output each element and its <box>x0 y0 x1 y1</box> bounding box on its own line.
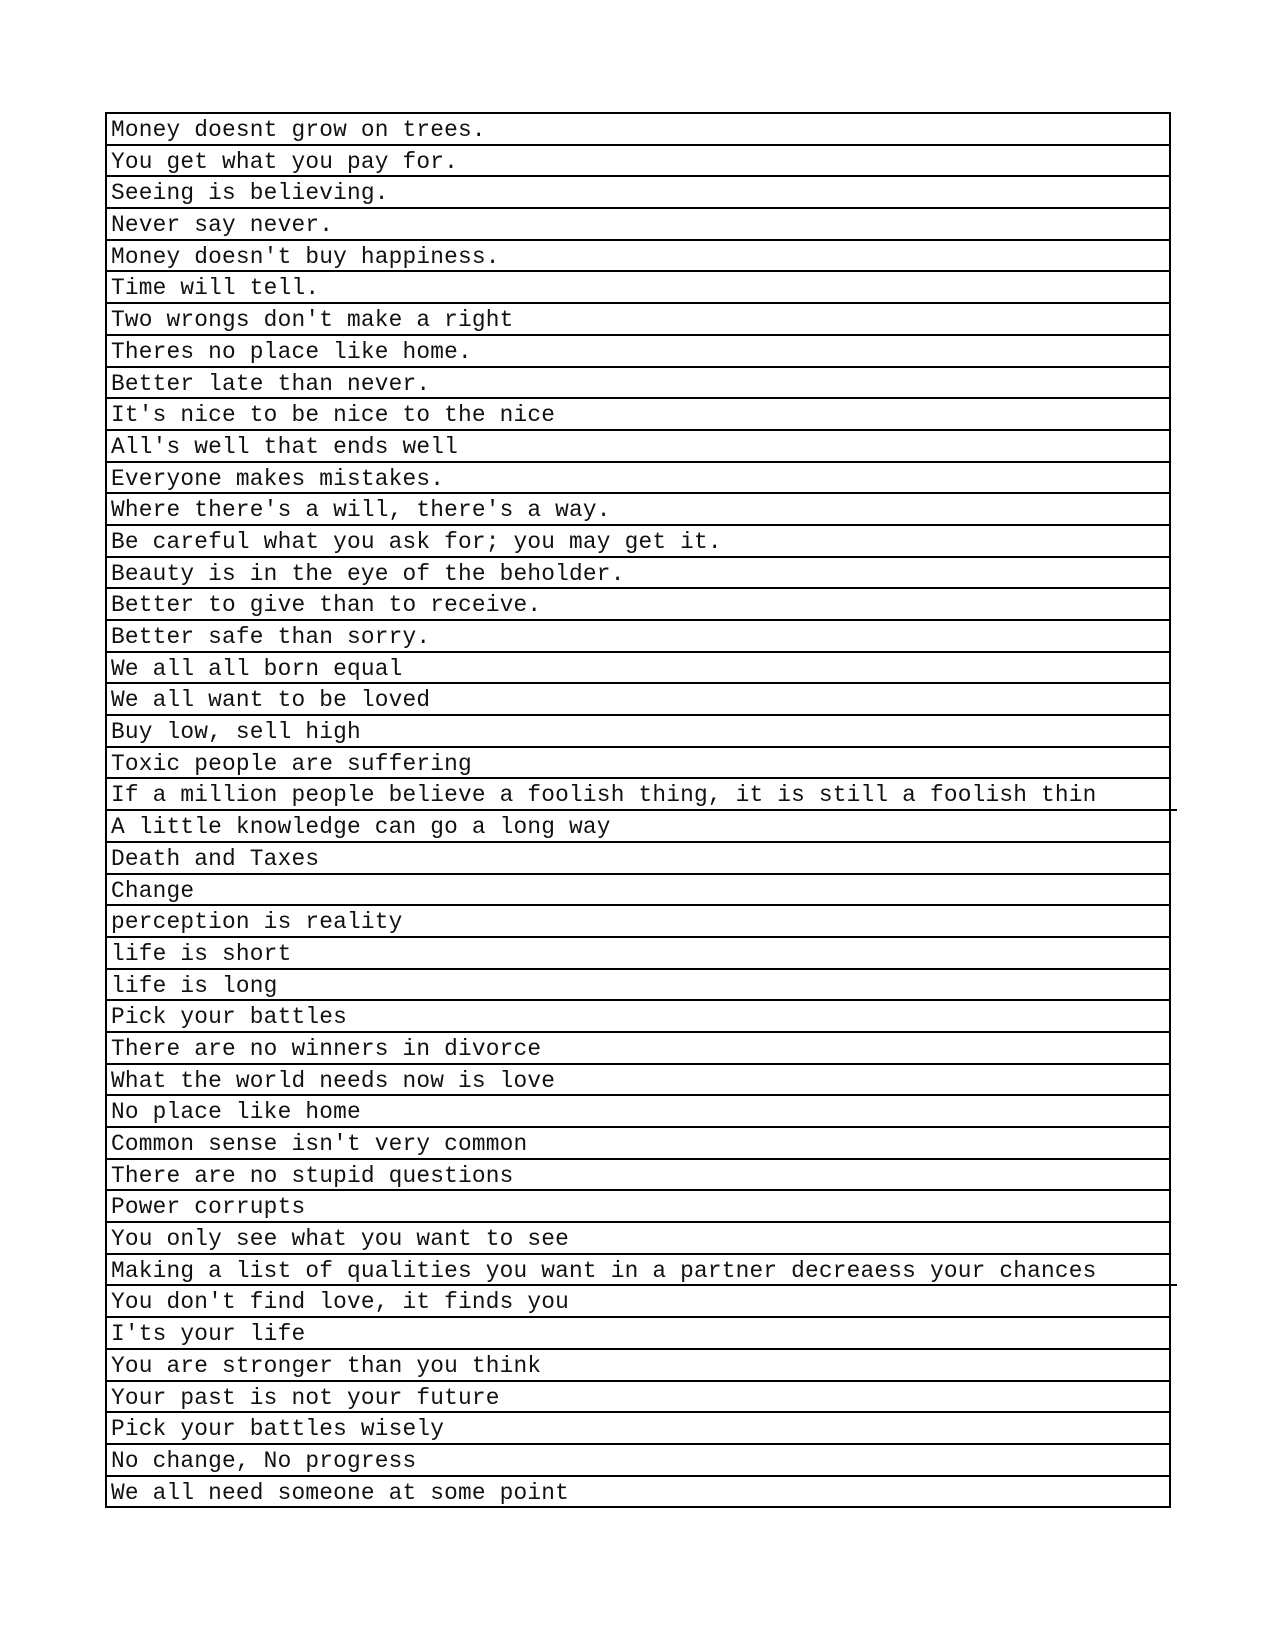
table-row[interactable] <box>107 811 1169 843</box>
cell-text: Money doesnt grow on trees. <box>111 117 486 143</box>
cell-text: Everyone makes mistakes. <box>111 465 445 492</box>
table-row[interactable] <box>107 177 1169 209</box>
cell-text: I'ts your life <box>111 1321 306 1348</box>
cell-text: Toxic people are suffering <box>111 750 472 777</box>
table-row[interactable] <box>107 1413 1169 1445</box>
table-row[interactable] <box>107 906 1169 938</box>
cell-text: All's well that ends well <box>111 433 459 460</box>
table-row[interactable] <box>107 684 1169 716</box>
table-row[interactable] <box>107 272 1169 304</box>
table-row[interactable] <box>107 209 1169 241</box>
cell-text: Power corrupts <box>111 1194 306 1221</box>
cell-text: What the world needs now is love <box>111 1067 556 1094</box>
cell-text: perception is reality <box>111 909 403 936</box>
table-row[interactable] <box>107 1318 1169 1350</box>
cell-text: Beauty is in the eye of the beholder. <box>111 560 625 587</box>
table-row[interactable] <box>107 589 1169 621</box>
cell-text: We all want to be loved <box>111 687 431 714</box>
cell-text: You get what you pay for. <box>111 148 459 175</box>
cell-text: No place like home <box>111 1099 361 1126</box>
cell-text: Money doesn't buy happiness. <box>111 243 500 270</box>
cell-text: You only see what you want to see <box>111 1226 570 1253</box>
cell-text: Pick your battles <box>111 1004 347 1031</box>
table-row[interactable] <box>107 431 1169 463</box>
table-row[interactable] <box>107 621 1169 653</box>
table-row[interactable] <box>107 1223 1169 1255</box>
table-row[interactable] <box>107 526 1169 558</box>
cell-text: Seeing is believing. <box>111 180 389 207</box>
table-row[interactable] <box>107 1128 1169 1160</box>
table-row[interactable] <box>107 1445 1169 1477</box>
cell-text: Better late than never. <box>111 370 431 397</box>
cell-text: Two wrongs don't make a right <box>111 307 514 334</box>
table-row[interactable] <box>107 653 1169 685</box>
table-row[interactable] <box>107 114 1169 146</box>
table-row[interactable] <box>107 1286 1169 1318</box>
cell-text: A little knowledge can go a long way <box>111 814 611 841</box>
table-row[interactable] <box>107 463 1169 495</box>
table-row[interactable] <box>107 241 1169 273</box>
table-row[interactable] <box>107 304 1169 336</box>
table-row[interactable] <box>107 970 1169 1002</box>
table-row-overflow[interactable] <box>107 779 1177 811</box>
cell-text: Making a list of qualities you want in a partner decreaess your chances <box>111 1257 1097 1284</box>
cell-text: Death and Taxes <box>111 845 320 872</box>
table-row[interactable] <box>107 1096 1169 1128</box>
cell-text: Common sense isn't very common <box>111 1131 528 1157</box>
cell-text: Better safe than sorry. <box>111 624 431 650</box>
table-row[interactable] <box>107 399 1169 431</box>
cell-text: Theres no place like home. <box>111 338 472 365</box>
table-row[interactable] <box>107 368 1169 400</box>
cell-text: There are no stupid questions <box>111 1162 514 1189</box>
table-row[interactable] <box>107 1350 1169 1382</box>
cell-text: Pick your battles wisely <box>111 1416 445 1443</box>
table-row[interactable] <box>107 1191 1169 1223</box>
table-row[interactable] <box>107 494 1169 526</box>
cell-text: Buy low, sell high <box>111 719 361 746</box>
table-row[interactable] <box>107 843 1169 875</box>
cell-text: life is short <box>111 940 292 967</box>
table-row-overflow[interactable] <box>107 1255 1177 1287</box>
cell-text: Never say never. <box>111 212 334 239</box>
table-row[interactable] <box>107 146 1169 178</box>
cell-text: You are stronger than you think <box>111 1352 542 1379</box>
cell-text: We all all born equal <box>111 655 403 682</box>
table-row[interactable] <box>107 938 1169 970</box>
cell-text: There are no winners in divorce <box>111 1035 542 1062</box>
cell-text: You don't find love, it finds you <box>111 1289 570 1316</box>
table-row[interactable] <box>107 1001 1169 1033</box>
table-row[interactable] <box>107 1382 1169 1414</box>
table-row[interactable] <box>107 716 1169 748</box>
table-row[interactable] <box>107 558 1169 590</box>
table-row[interactable] <box>107 748 1169 780</box>
cell-text: Where there's a will, there's a way. <box>111 497 611 524</box>
table-row[interactable] <box>107 1477 1169 1509</box>
cell-text: No change, No progress <box>111 1447 417 1474</box>
spreadsheet-column <box>105 112 1171 1508</box>
cell-text: We all need someone at some point <box>111 1479 570 1506</box>
table-row[interactable] <box>107 1065 1169 1097</box>
cell-text: Change <box>111 877 195 904</box>
cell-text: Better to give than to receive. <box>111 592 542 619</box>
table-row[interactable] <box>107 336 1169 368</box>
cell-text: It's nice to be nice to the nice <box>111 402 556 429</box>
cell-text: life is long <box>111 972 278 999</box>
cell-text: Be careful what you ask for; you may get it. <box>111 528 722 555</box>
table-row[interactable] <box>107 1033 1169 1065</box>
cell-text: Time will tell. <box>111 275 320 302</box>
table-row[interactable] <box>107 1160 1169 1192</box>
cell-text: If a million people believe a foolish thing, it is still a foolish thin <box>111 782 1097 809</box>
table-row[interactable] <box>107 875 1169 907</box>
cell-text: Your past is not your future <box>111 1384 500 1411</box>
